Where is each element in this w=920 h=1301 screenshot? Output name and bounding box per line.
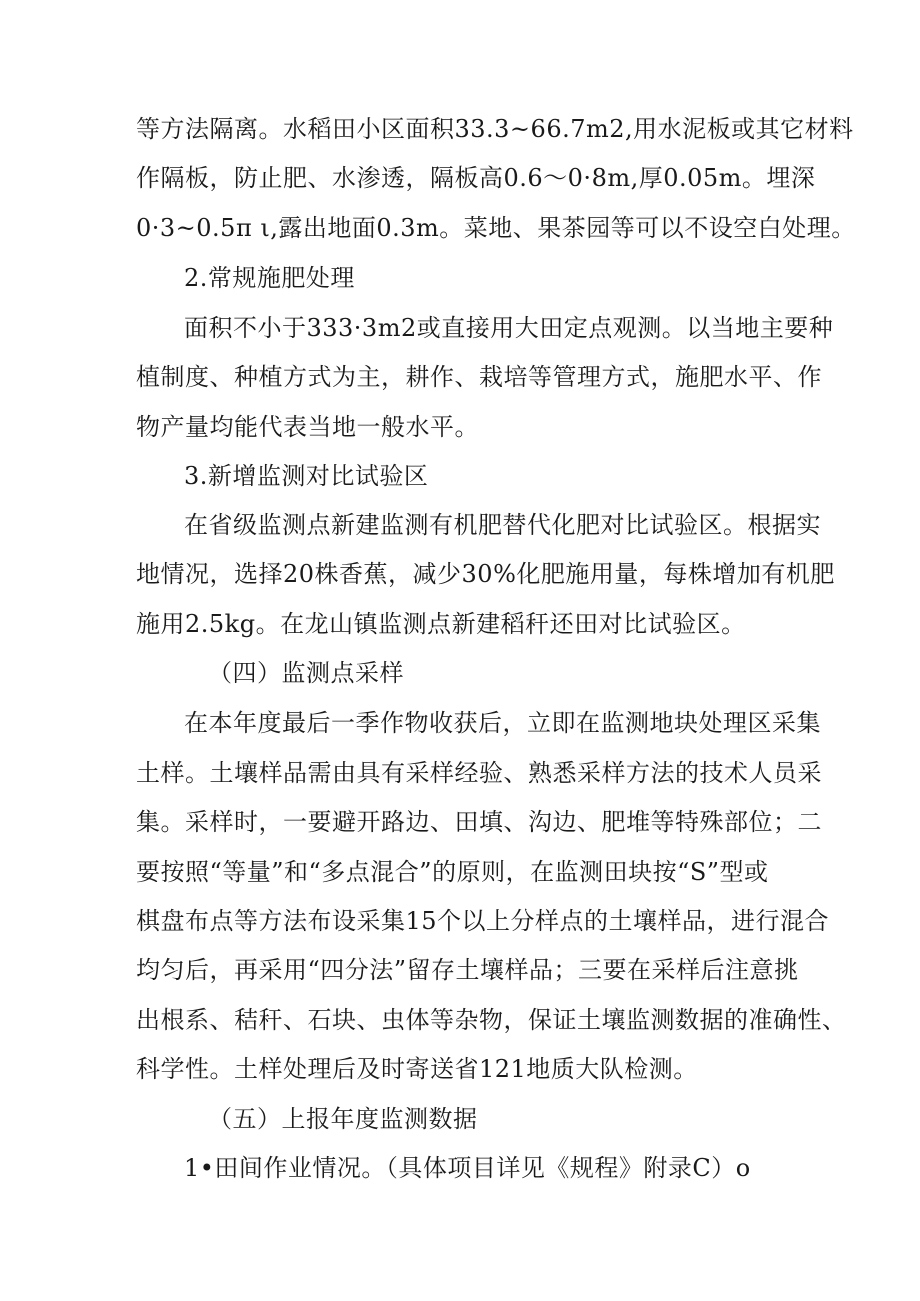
section-heading: 3.新增监测对比试验区 <box>184 462 429 490</box>
section-heading: （五）上报年度监测数据 <box>208 1105 478 1133</box>
section-heading: （四）监测点采样 <box>208 659 404 687</box>
text-line: 土样。土壤样品需由具有采样经验、熟悉采样方法的技术人员采 <box>136 759 822 787</box>
text-line: 在本年度最后一季作物收获后，立即在监测地块处理区采集 <box>184 709 821 737</box>
text-line: 面积不小于333·3m2或直接用大田定点观测。以当地主要种 <box>184 314 834 342</box>
text-line: 植制度、种植方式为主，耕作、栽培等管理方式，施肥水平、作 <box>136 363 822 391</box>
text-line: 地情况，选择20株香蕉，减少30%化肥施用量，每株增加有机肥 <box>136 560 835 588</box>
text-line: 出根系、秸秆、石块、虫体等杂物，保证土壤监测数据的准确性、 <box>136 1006 847 1034</box>
text-line: 科学性。土样处理后及时寄送省121地质大队检测。 <box>136 1055 698 1083</box>
text-line: 作隔板，防止肥、水渗透，隔板高0.6～0·8m,厚0.05m。埋深 <box>136 164 816 192</box>
text-line: 要按照“等量”和“多点混合”的原则，在监测田块按“S”型或 <box>136 858 769 886</box>
text-line: 在省级监测点新建监测有机肥替代化肥对比试验区。根据实 <box>184 511 821 539</box>
text-line: 等方法隔离。水稻田小区面积33.3~66.7m2,用水泥板或其它材料 <box>136 115 854 143</box>
section-heading: 2.常规施肥处理 <box>184 264 355 292</box>
text-line: 集。采样时，一要避开路边、田填、沟边、肥堆等特殊部位；二 <box>136 808 822 836</box>
text-line: 棋盘布点等方法布设采集15个以上分样点的土壤样品，进行混合 <box>136 907 830 935</box>
text-line: 1•田间作业情况。（具体项目详见《规程》附录C）o <box>184 1154 751 1182</box>
text-line: 施用2.5kg。在龙山镇监测点新建稻秆还田对比试验区。 <box>136 610 746 638</box>
text-line: 物产量均能代表当地一般水平。 <box>136 413 479 441</box>
text-line: 0·3~0.5π ι,露出地面0.3m。菜地、果茶园等可以不设空白处理。 <box>136 214 856 242</box>
text-line: 均匀后，再采用“四分法”留存土壤样品；三要在采样后注意挑 <box>136 956 799 984</box>
